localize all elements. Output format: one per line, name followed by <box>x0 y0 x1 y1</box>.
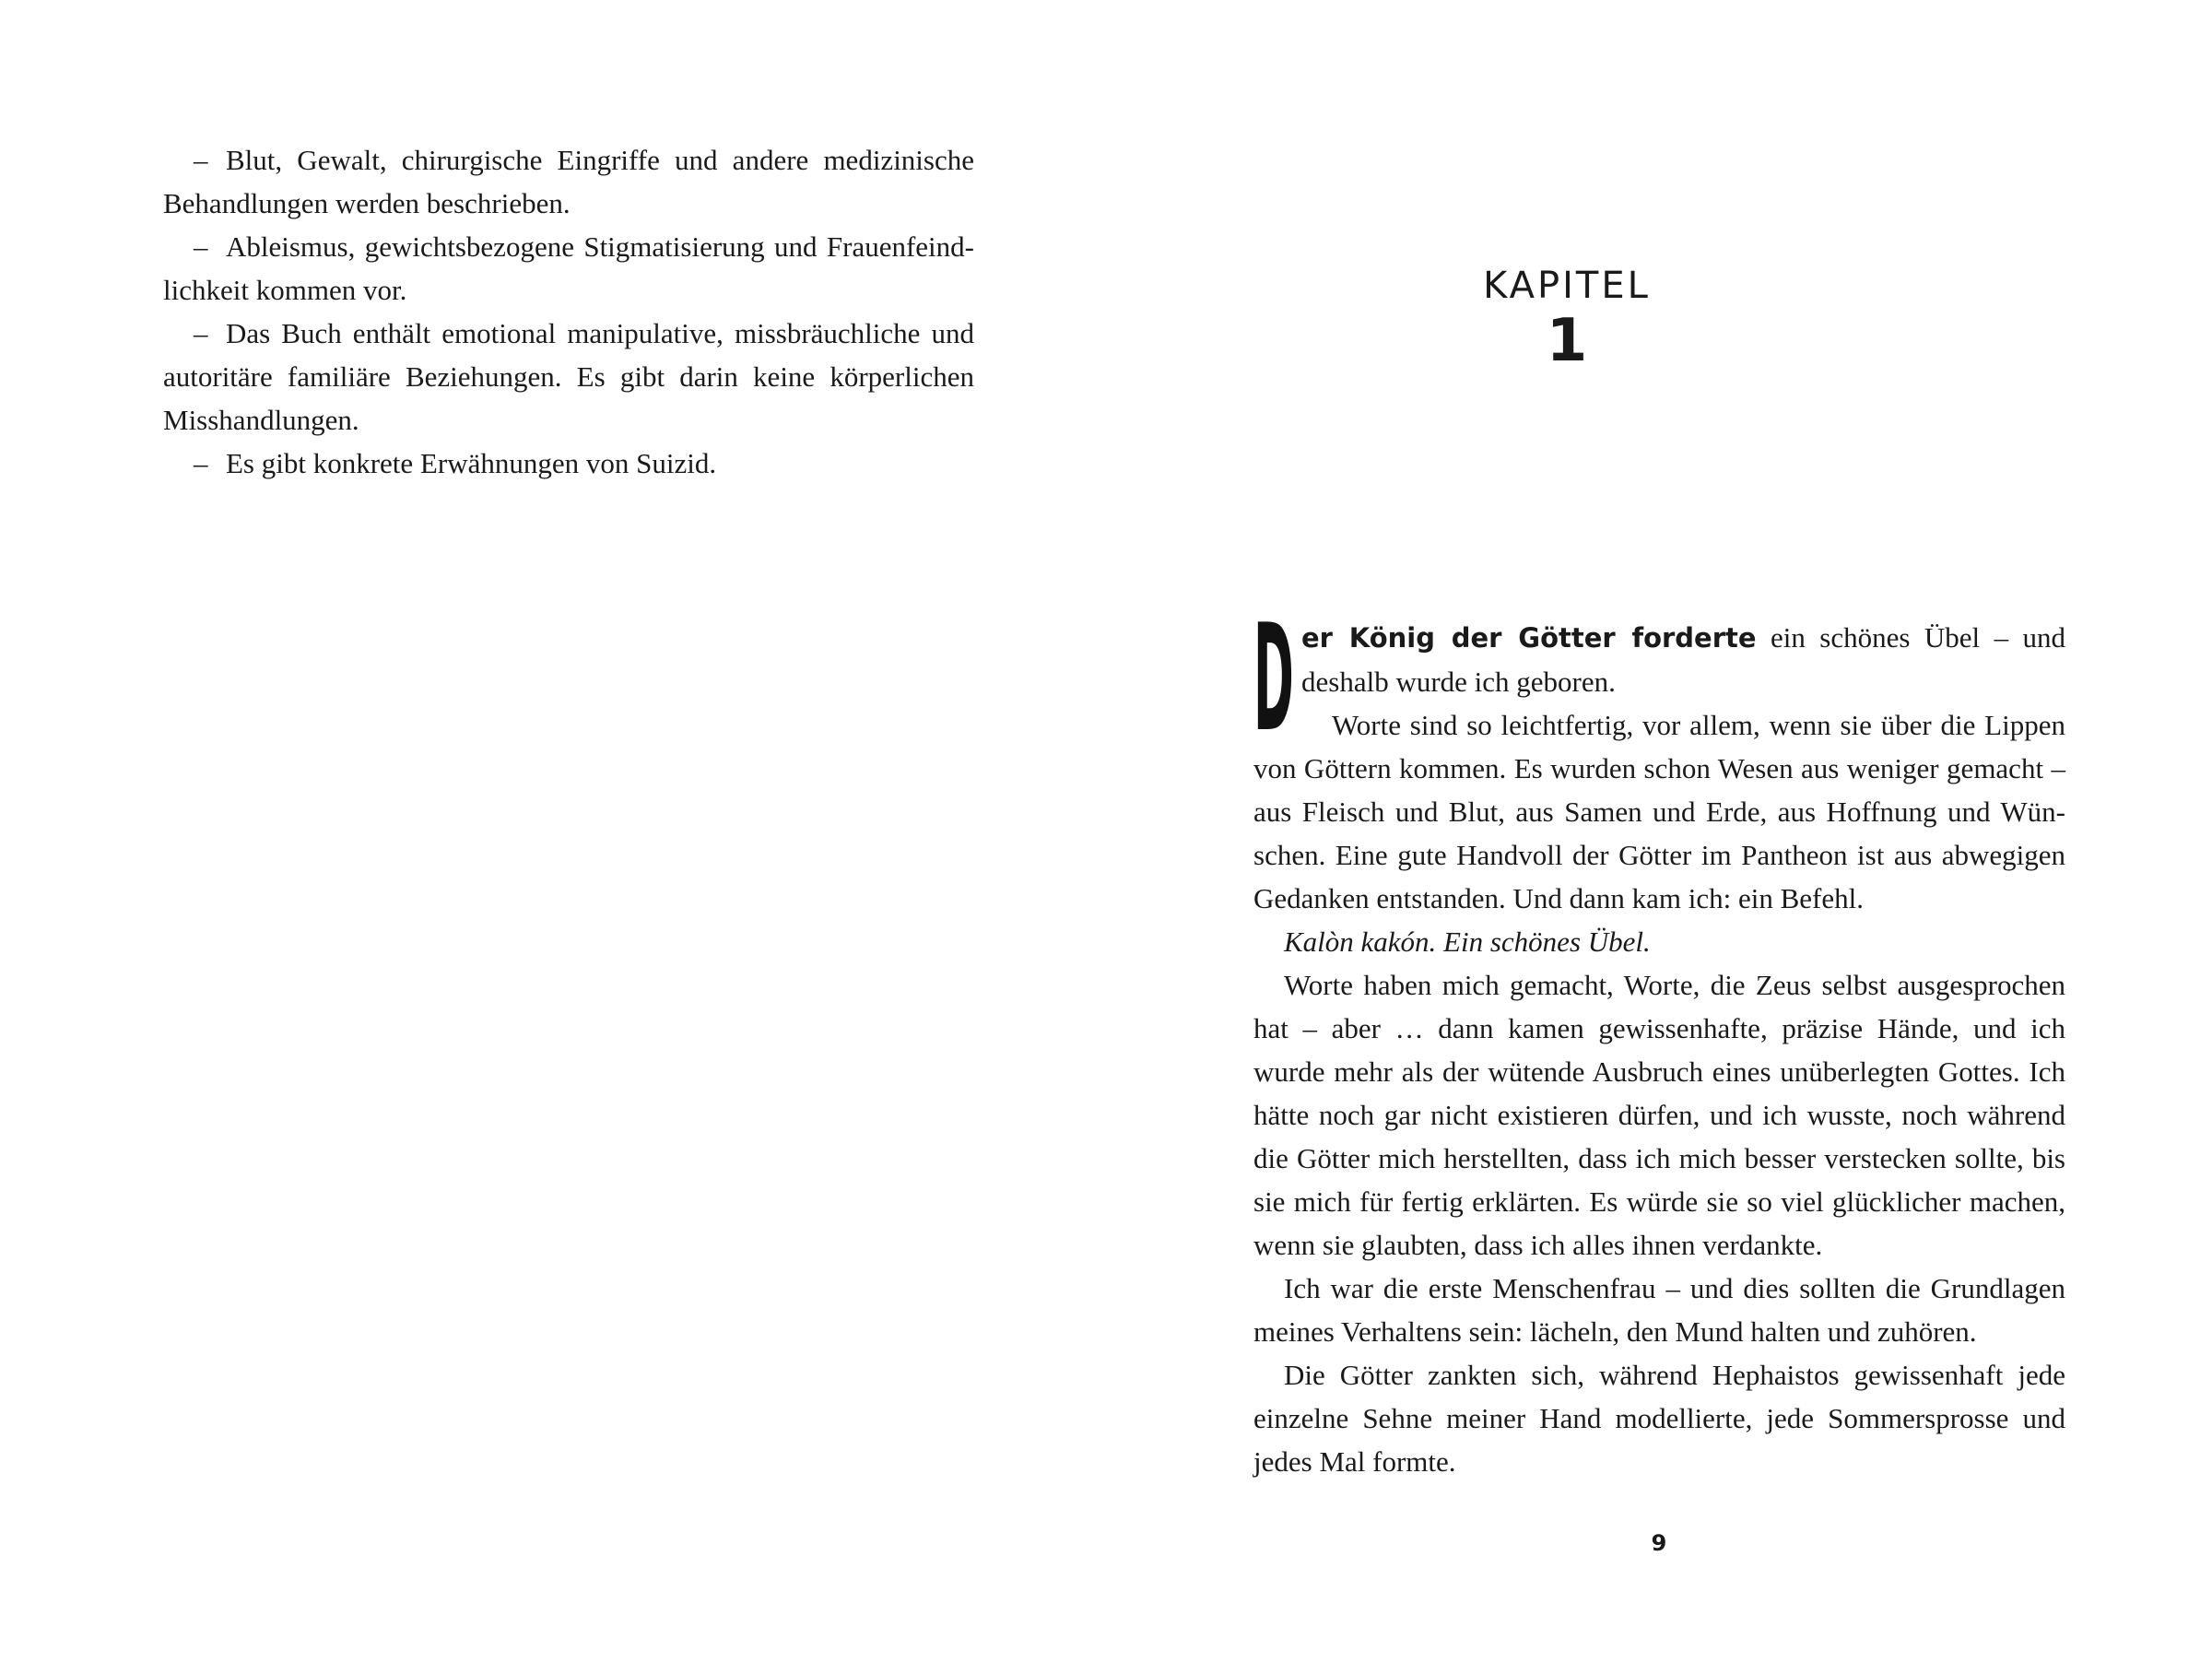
body-paragraph: Worte haben mich gemacht, Worte, die Zeus selbst ausgesprochen hat – aber … dann kamen gewissenhafte, präzise Hände, und ich wurde mehr als der wütende Ausbruch eines unüberlegten Gottes. Ich hätte noch gar nicht existieren dürfen, und ich wusste, noch während die Götter mich herstellten, dass ich mich besser verstecken sollte, bis sie mich für fertig erklärten. Es würde sie so viel glücklicher machen, wenn sie glaubten, dass ich alles ihnen verdankte. <box>1253 969 2065 1261</box>
chapter-body <box>1253 592 2065 1483</box>
warning-text: Ableismus, gewichtsbezogene Stigmatisierung und Frauenfeindlichkeit kommen vor. <box>163 230 974 306</box>
lead-in-text: er König der Götter forderte <box>1301 622 1757 654</box>
body-paragraph: Ich war die erste Menschenfrau – und dies sollten die Grundlagen meines Verhaltens sein: lächeln, den Mund halten und zuhören. <box>1253 1272 2065 1348</box>
drop-cap <box>1253 592 1294 764</box>
warning-dash: – <box>194 230 208 263</box>
warning-item <box>163 312 974 442</box>
warning-item <box>163 442 974 485</box>
chapter-heading <box>1290 263 1843 373</box>
warning-item <box>163 225 974 312</box>
opening-text: ein schönes Übel – und deshalb wurde ich geboren. <box>1301 621 2065 698</box>
italic-phrase: Kalòn kakón. Ein schönes Übel. <box>1284 925 1651 958</box>
opening-paragraph <box>1253 592 2065 764</box>
warning-dash: – <box>194 317 208 349</box>
warning-text: Es gibt konkrete Erwähnungen von Suizid. <box>226 447 717 479</box>
drop-cap-letter: D <box>1253 592 1294 764</box>
body-paragraph: Worte sind so leichtfertig, vor allem, wenn sie über die Lippen von Göttern kommen. Es wurden schon Wesen aus weniger gemacht – aus Fleisch und Blut, aus Samen und Erde, aus Hoffnung und Wünschen. Eine gute Handvoll der Götter im Pantheon ist aus abwegigen Gedanken entstanden. Und dann kam ich: ein Befehl. <box>1253 709 2065 914</box>
page-number: 9 <box>1651 1530 1667 1556</box>
content-warnings <box>163 138 974 485</box>
body-paragraph: Die Götter zankten sich, während Hephaistos gewissenhaft jede einzelne Sehne meiner Hand modellierte, jede Sommersprosse und jedes Mal formte. <box>1253 1359 2065 1478</box>
warning-item <box>163 138 974 225</box>
chapter-label: KAPITEL <box>1483 265 1651 307</box>
warning-text: Blut, Gewalt, chirurgische Eingriffe und andere medizinische Behandlungen werden beschrieben. <box>163 144 974 219</box>
warning-text: Das Buch enthält emotional manipulative, missbräuchliche und autoritäre familiäre Beziehungen. Es gibt darin keine körperlichen Misshandlungen. <box>163 317 974 436</box>
warning-dash: – <box>194 144 208 176</box>
warning-dash: – <box>194 447 208 479</box>
chapter-number: 1 <box>1546 307 1588 375</box>
right-page <box>1106 0 2212 1674</box>
